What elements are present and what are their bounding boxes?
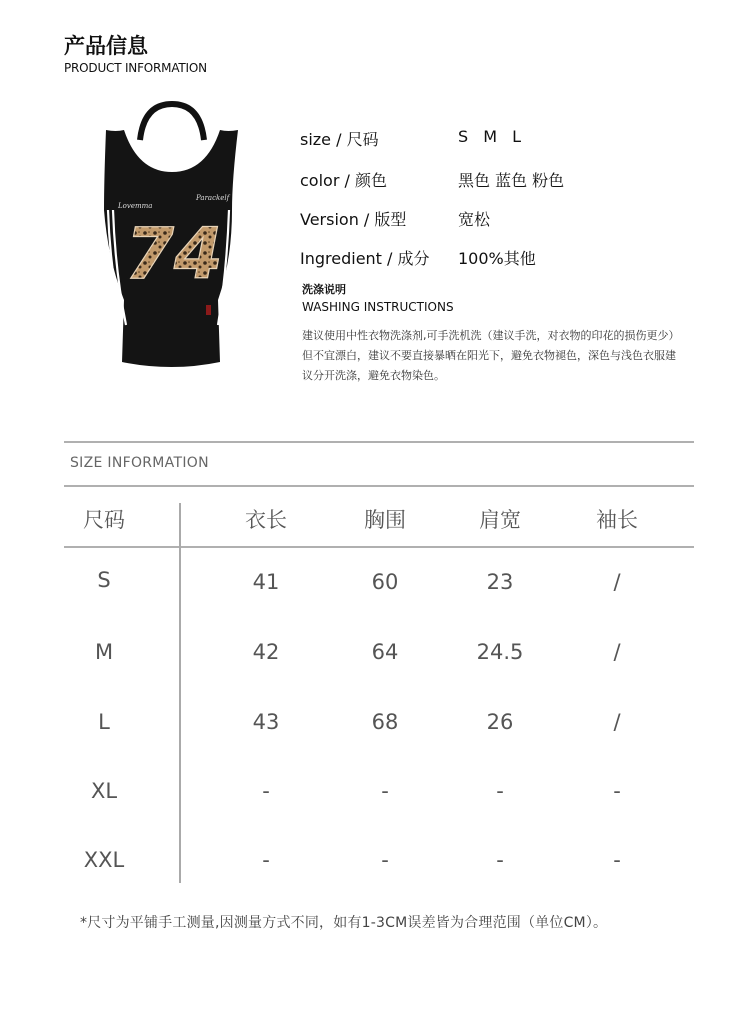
svg-text:Parackelf: Parackelf	[196, 194, 230, 202]
info-version-value: 宽松	[458, 210, 491, 229]
table-cell: -	[496, 779, 504, 803]
table-cell: -	[381, 848, 389, 872]
info-color-value: 黑色 蓝色 粉色	[458, 171, 565, 190]
table-row-label: M	[94, 640, 114, 664]
table-cell: 41	[252, 570, 280, 594]
info-ingredient-label: Ingredient / 成分	[300, 249, 430, 268]
table-column-divider	[179, 503, 181, 883]
divider-header	[64, 546, 694, 548]
table-header-sleeve: 袖长	[596, 508, 638, 532]
info-version-label: Version / 版型	[300, 210, 407, 229]
table-row-label: S	[97, 568, 111, 592]
table-cell: 64	[371, 640, 399, 664]
table-cell: 42	[252, 640, 280, 664]
table-header-length: 衣长	[245, 508, 287, 532]
washing-title-cn: 洗涤说明	[302, 283, 346, 296]
washing-title-en: WASHING INSTRUCTIONS	[302, 300, 454, 314]
svg-text:Lovemma: Lovemma	[118, 202, 153, 210]
product-image	[92, 100, 252, 380]
size-info-title: SIZE INFORMATION	[70, 455, 209, 471]
info-color-label: color / 颜色	[300, 171, 387, 190]
divider-mid	[64, 485, 694, 487]
table-cell: 43	[252, 710, 280, 734]
table-cell: -	[613, 848, 621, 872]
table-header-shoulder: 肩宽	[479, 508, 521, 532]
table-cell: -	[262, 848, 270, 872]
divider-top	[64, 441, 694, 443]
measurement-note: *尺寸为平铺手工测量,因测量方式不同，如有1-3CM误差皆为合理范围（单位CM）。	[80, 915, 608, 931]
table-row-label: L	[98, 710, 110, 734]
page-title: 产品信息	[64, 34, 148, 58]
table-cell: -	[496, 848, 504, 872]
table-row-label: XL	[90, 779, 118, 803]
info-ingredient-value: 100%其他	[458, 249, 536, 268]
info-size-label: size / 尺码	[300, 130, 379, 149]
product-number: 74	[125, 213, 223, 295]
table-cell: -	[613, 779, 621, 803]
table-cell: 24.5	[476, 640, 524, 664]
washing-text: 建议使用中性衣物洗涤剂,可手洗机洗（建议手洗，对衣物的印花的损伤更少）但不宜漂白，建议不要直接暴晒在阳光下，避免衣物褪色，深色与浅色衣服建议分开洗涤，避免衣物染色。	[302, 329, 680, 382]
table-cell: 60	[371, 570, 399, 594]
table-cell: 23	[486, 570, 514, 594]
table-row-label: XXL	[83, 848, 125, 872]
table-cell: 26	[486, 710, 514, 734]
page-subtitle: PRODUCT INFORMATION	[64, 61, 207, 75]
table-cell: 68	[371, 710, 399, 734]
table-header-chest: 胸围	[364, 508, 406, 532]
table-cell: -	[262, 779, 270, 803]
table-header-size: 尺码	[83, 508, 125, 532]
table-cell: /	[613, 640, 621, 664]
info-size-value: S M L	[458, 127, 527, 146]
table-cell: -	[381, 779, 389, 803]
table-cell: /	[613, 710, 621, 734]
table-cell: /	[613, 570, 621, 594]
